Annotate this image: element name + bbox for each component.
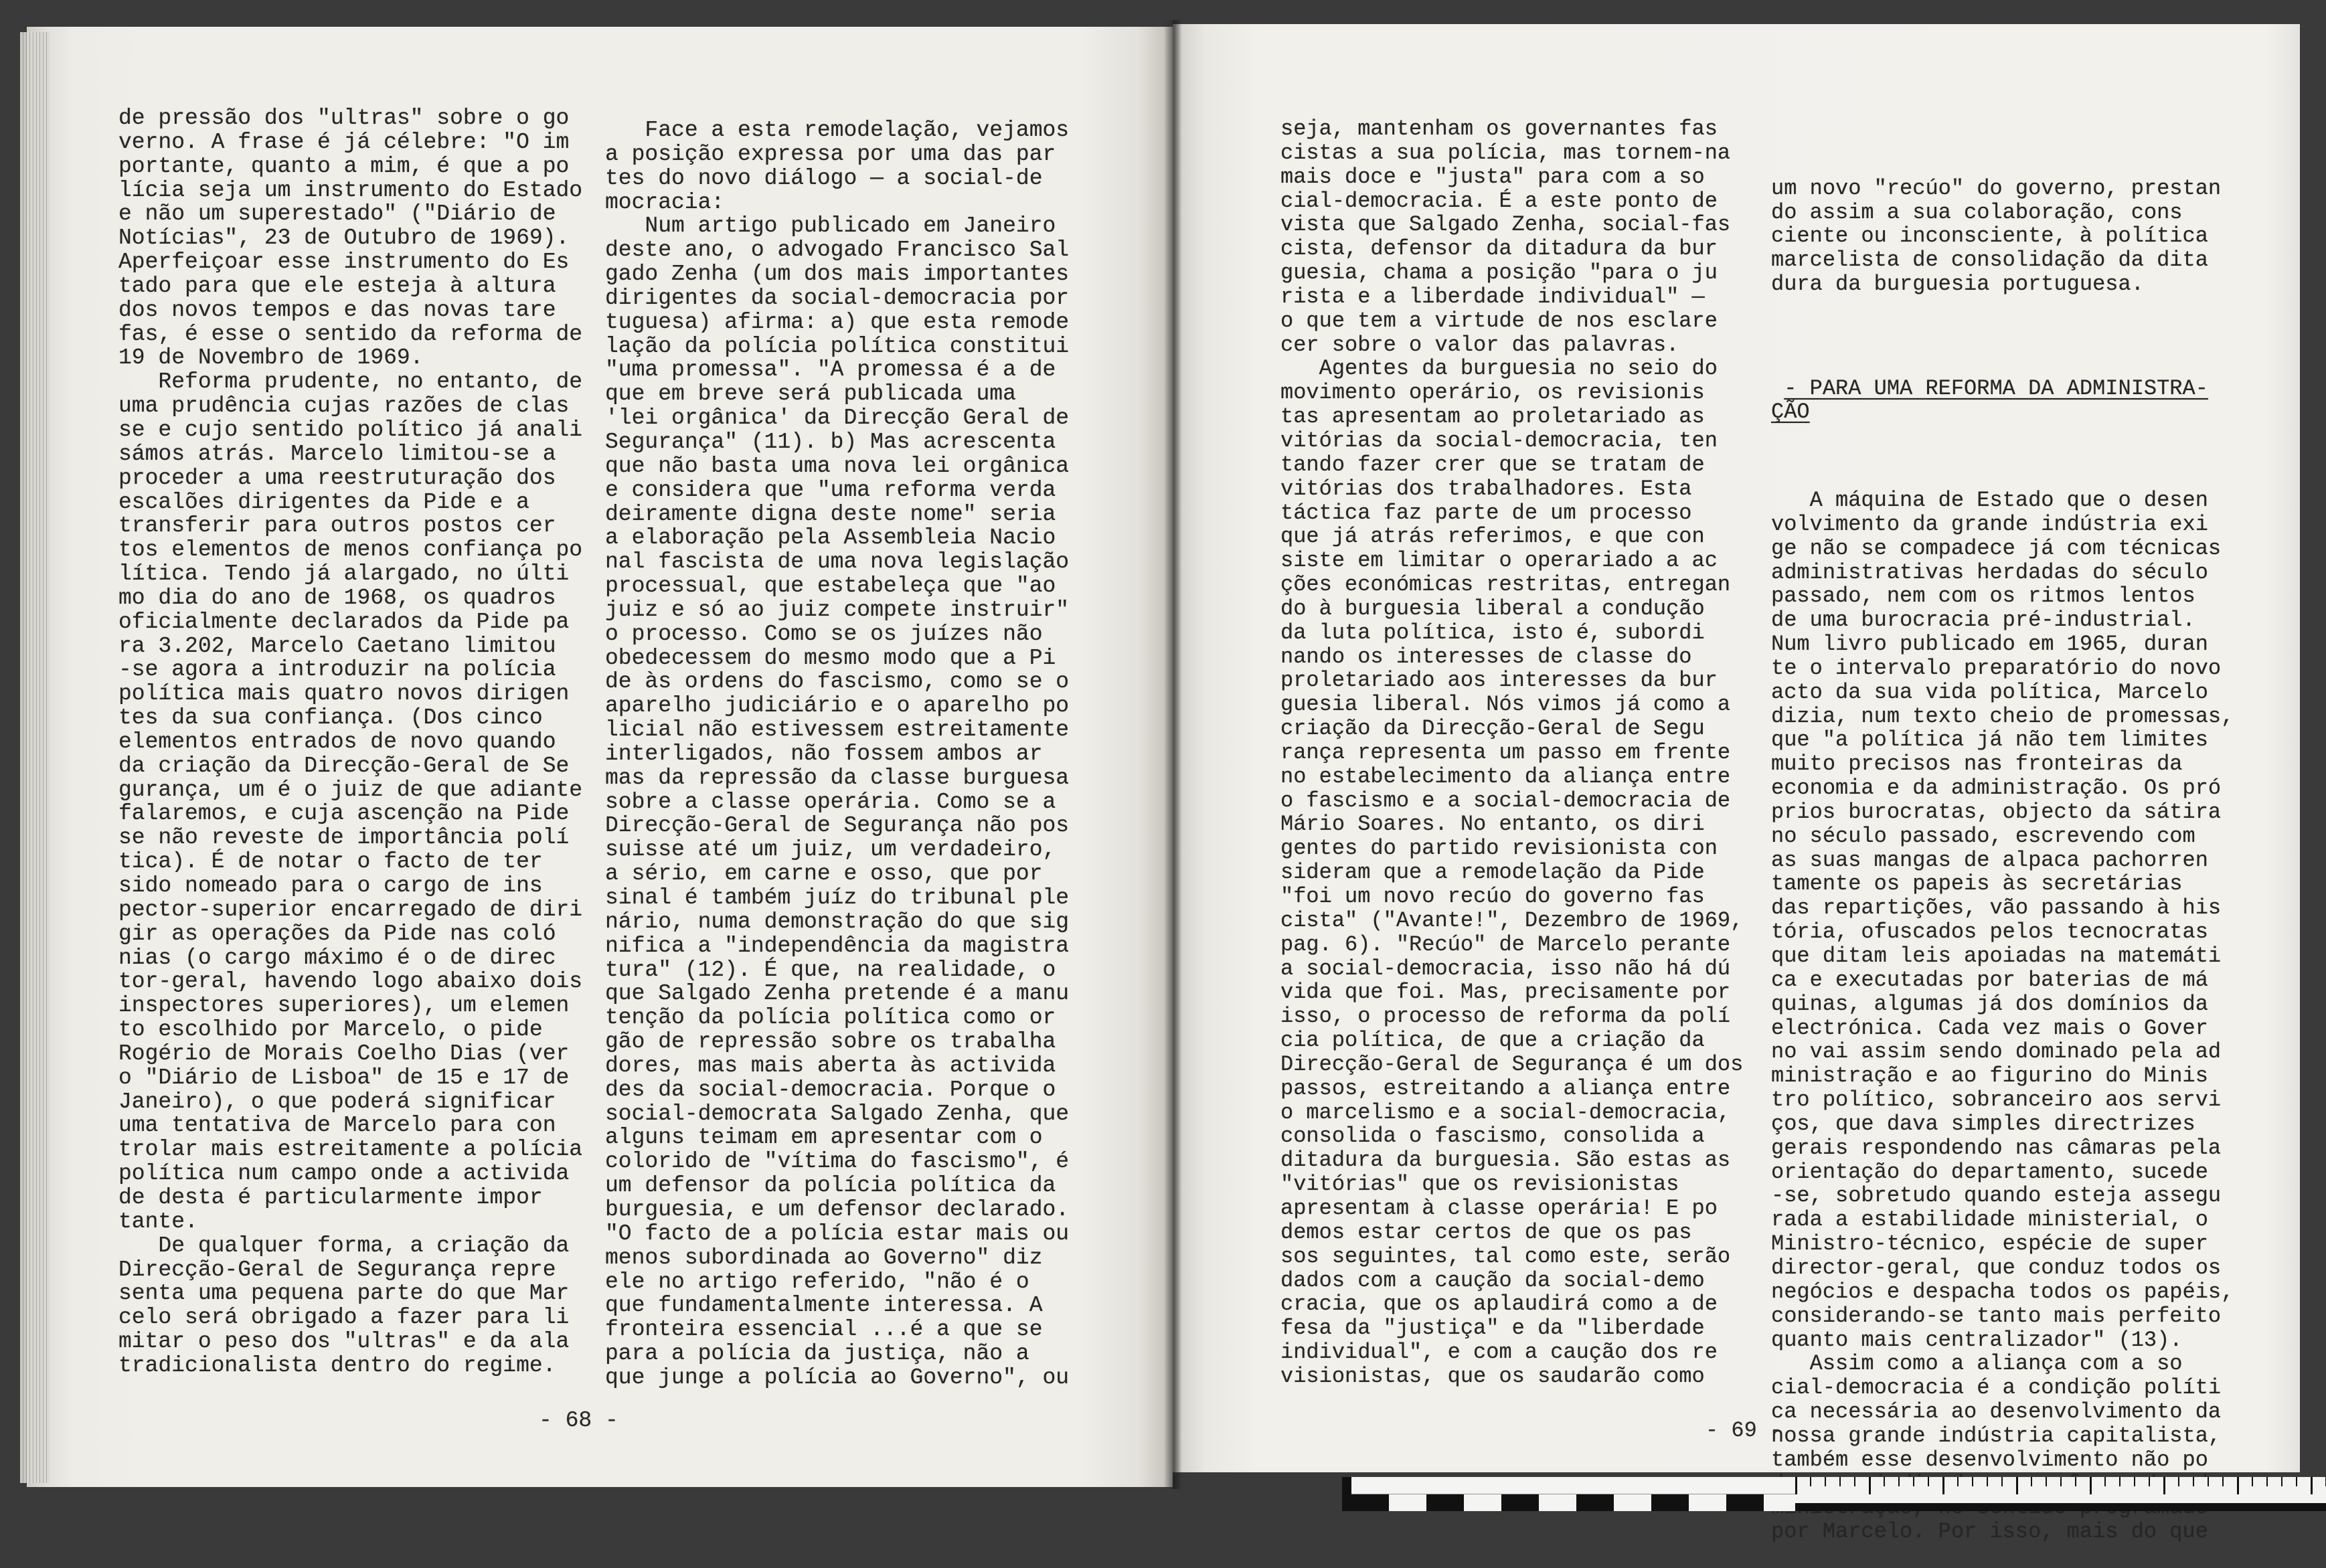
text-line: ministração e ao figurino do Minis <box>1771 1063 2208 1089</box>
text-line: licial não estivessem estreitamente <box>605 717 1070 743</box>
text-line: economia e da administração. Os pró <box>1771 776 2222 801</box>
text-line: Face a esta remodelação, vejamos <box>605 118 1070 143</box>
text-line: o fascismo e a social-democracia de <box>1280 788 1731 813</box>
text-line: sideram que a remodelação da Pide <box>1280 860 1705 885</box>
text-line: apresentam à classe operária! E po <box>1280 1195 1718 1221</box>
text-line: sámos atrás. Marcelo limitou-se a <box>118 441 556 466</box>
paragraph-block <box>1771 177 2234 296</box>
left-page-column-2 <box>605 118 1069 1390</box>
text-line: que Salgado Zenha pretende é a manu <box>605 981 1070 1007</box>
text-line: mas da repressão da classe burguesa <box>605 765 1070 790</box>
text-line: Segurança" (11). b) Mas acrescenta <box>605 429 1056 454</box>
text-line: ditadura da burguesia. São estas as <box>1280 1148 1731 1173</box>
text-line: cial-democracia. É a este ponto de <box>1280 188 1718 213</box>
text-line: -se agora a introduzir na polícia <box>118 657 556 683</box>
text-line: des da social-democracia. Porque o <box>605 1077 1056 1102</box>
text-line: tica). É de notar o facto de ter <box>118 849 543 875</box>
text-line: da luta política, isto é, subordi <box>1280 620 1705 645</box>
text-line: de desta é particularmente impor <box>118 1185 543 1210</box>
text-line: o que tem a virtude de nos esclare <box>1280 308 1718 333</box>
text-line: fas, é esse o sentido da reforma de <box>118 321 583 347</box>
text-line: tória, ofuscados pelos tecnocratas <box>1771 920 2208 945</box>
text-line: social-democrata Salgado Zenha, que <box>605 1101 1070 1126</box>
text-line: cia política, de que a criação da <box>1280 1028 1705 1053</box>
text-line: tante. <box>118 1209 198 1234</box>
text-line: ca necessária ao desenvolvimento da <box>1771 1399 2222 1425</box>
text-line: seja, mantenham os governantes fas <box>1280 116 1718 141</box>
page-edge-stack <box>20 32 50 1483</box>
text-line: nando os interesses de classe do <box>1280 644 1692 669</box>
text-line: no século passado, escrevendo com <box>1771 823 2195 849</box>
text-line: A máquina de Estado que o desen <box>1771 487 2208 513</box>
text-line: tamente os papeis às secretárias <box>1771 871 2183 897</box>
text-line: gão de repressão sobre os trabalha <box>605 1029 1056 1055</box>
text-line: tado para que ele esteja à altura <box>118 273 556 298</box>
text-line: proletariado aos interesses da bur <box>1280 668 1718 693</box>
text-line: ções económicas restritas, entregan <box>1280 572 1731 598</box>
text-line: que "a política já não tem limites <box>1771 727 2208 753</box>
text-line: Mário Soares. No entanto, os diri <box>1280 812 1705 837</box>
text-line: - PARA UMA REFORMA DA ADMINISTRA- <box>1784 375 2208 401</box>
text-line: e considera que "uma reforma verda <box>605 477 1056 503</box>
text-line: Ministro-técnico, espécie de super <box>1771 1231 2208 1257</box>
text-line: do à burguesia liberal a condução <box>1280 596 1705 621</box>
text-line: tura" (12). É que, na realidade, o <box>605 957 1056 982</box>
text-line: um defensor da polícia política da <box>605 1173 1056 1199</box>
text-line: lícia seja um instrumento do Estado <box>118 177 583 203</box>
text-line: ÇÃO <box>1771 400 1810 425</box>
text-line: "uma promessa". "A promessa é a de <box>605 357 1056 383</box>
text-line: nifica a "independência da magistra <box>605 933 1070 958</box>
text-line: falaremos, e cuja ascenção na Pide <box>118 801 570 826</box>
text-line: Num artigo publicado em Janeiro <box>605 213 1056 239</box>
text-line: ços, que dava simples directrizes <box>1771 1111 2195 1136</box>
text-line: guesia, chama a posição "para o ju <box>1280 260 1718 286</box>
text-line: escalões dirigentes da Pide e a <box>118 489 529 515</box>
text-line: prios burocratas, objecto da sátira <box>1771 799 2222 824</box>
text-line: uma tentativa de Marcelo para con <box>118 1113 556 1138</box>
text-line: verno. A frase é já célebre: "O im <box>118 129 570 155</box>
text-line: consolida o fascismo, consolida a <box>1280 1124 1705 1149</box>
text-line: gir as operações da Pide nas coló <box>118 921 556 946</box>
page-number-left: - 68 - <box>539 1408 618 1433</box>
text-line: uma prudência cujas razões de clas <box>118 394 570 419</box>
text-line: tradicionalista dentro do regime. <box>118 1353 556 1378</box>
text-line: visionistas, que os saudarão como <box>1280 1363 1705 1389</box>
text-line: tando fazer crer que se tratam de <box>1280 452 1705 477</box>
text-line: sido nomeado para o cargo de ins <box>118 873 543 898</box>
text-line: menos subordinada ao Governo" diz <box>605 1245 1043 1270</box>
text-line: acto da sua vida política, Marcelo <box>1771 679 2208 705</box>
section-heading <box>1771 377 2234 425</box>
text-line: cista, defensor da ditadura da bur <box>1280 236 1718 262</box>
text-line: director-geral, que conduz todos os <box>1771 1255 2222 1280</box>
text-line: nossa grande indústria capitalista, <box>1771 1423 2222 1448</box>
text-line: sinal é também juíz do tribunal ple <box>605 885 1070 910</box>
text-line: que não basta uma nova lei orgânica <box>605 453 1070 478</box>
text-line: "O facto de a polícia estar mais ou <box>605 1221 1070 1246</box>
text-line: se não reveste de importância polí <box>118 825 570 851</box>
text-line: siste em limitar o operariado a ac <box>1280 548 1718 574</box>
book-gutter-shadow <box>1163 20 1182 1489</box>
text-line: que junge a polícia ao Governo", ou <box>605 1365 1070 1390</box>
text-line: a elaboração pela Assembleia Nacio <box>605 525 1056 551</box>
text-line: deste ano, o advogado Francisco Sal <box>605 238 1070 263</box>
text-line: pector-superior encarregado de diri <box>118 897 583 922</box>
text-line: vitórias da social-democracia, ten <box>1280 428 1718 453</box>
text-line: obedecessem do mesmo modo que a Pi <box>605 645 1056 671</box>
text-line: e não um superestado" ("Diário de <box>118 201 556 227</box>
text-line: oficialmente declarados da Pide pa <box>118 609 570 634</box>
text-line: elementos entrados de novo quando <box>118 729 556 754</box>
text-line: lação da polícia política constitui <box>605 333 1070 359</box>
text-line: sobre a classe operária. Como se a <box>605 789 1056 814</box>
text-line: isso, o processo de reforma da polí <box>1280 1004 1731 1029</box>
text-line: dizia, num texto cheio de promessas, <box>1771 703 2234 729</box>
text-line: as suas mangas de alpaca pachorren <box>1771 847 2208 873</box>
text-line: transferir para outros postos cer <box>118 513 556 539</box>
text-line: tas apresentam ao proletariado as <box>1280 404 1705 430</box>
right-page-column-2 <box>1771 128 2234 1568</box>
text-line: volvimento da grande indústria exi <box>1771 511 2208 537</box>
text-line: trolar mais estreitamente a polícia <box>118 1137 583 1162</box>
text-line: que ditam leis apoiadas na matemáti <box>1771 944 2222 968</box>
text-line: Direcção-Geral de Segurança é um dos <box>1280 1051 1744 1077</box>
page-number-right: - 69 - <box>1706 1418 1783 1443</box>
text-line: aparelho judiciário e o aparelho po <box>605 693 1070 719</box>
text-line: rada a estabilidade ministerial, o <box>1771 1207 2208 1233</box>
text-line: mo dia do ano de 1968, os quadros <box>118 585 556 610</box>
text-line: vitórias dos trabalhadores. Esta <box>1280 476 1692 501</box>
text-line: tenção da polícia política como or <box>605 1005 1056 1031</box>
text-line: das repartições, vão passando à his <box>1771 895 2222 921</box>
text-line: marcelista de consolidação da dita <box>1771 248 2208 273</box>
text-line: rista e a liberdade individual" — <box>1280 284 1705 309</box>
text-line: orientação do departamento, sucede <box>1771 1159 2208 1185</box>
text-line: dados com a caução da social-demo <box>1280 1268 1705 1293</box>
text-line: electrónica. Cada vez mais o Gover <box>1771 1015 2208 1041</box>
text-line: Num livro publicado em 1965, duran <box>1771 632 2208 657</box>
text-line: dura da burguesia portuguesa. <box>1771 272 2144 297</box>
text-line: também esse desenvolvimento não po <box>1771 1447 2208 1472</box>
text-line: cracia, que os aplaudirá como a de <box>1280 1292 1718 1317</box>
text-line: Reforma prudente, no entanto, de <box>118 369 583 395</box>
text-line: demos estar certos de que os pas <box>1280 1219 1692 1245</box>
text-line: a posição expressa por uma das par <box>605 141 1056 167</box>
text-line: da criação da Direcção-Geral de Se <box>118 753 570 778</box>
text-line: tuguesa) afirma: a) que esta remode <box>605 309 1070 335</box>
text-line: 'lei orgânica' da Direcção Geral de <box>605 406 1070 431</box>
text-line: rança representa um passo em frente <box>1280 739 1731 765</box>
text-line: que fundamentalmente interessa. A <box>605 1293 1043 1318</box>
text-line: juiz e só ao juiz compete instruir" <box>605 597 1070 622</box>
right-page-column-1 <box>1280 117 1743 1389</box>
text-line: Janeiro), o que poderá significar <box>118 1089 556 1114</box>
text-line: Agentes da burguesia no seio do <box>1280 356 1718 381</box>
text-line: considerando-se tanto mais perfeito <box>1771 1303 2222 1328</box>
text-line: de pressão dos "ultras" sobre o go <box>118 106 570 130</box>
text-line: "vitórias" que os revisionistas <box>1280 1172 1679 1197</box>
text-line: alguns teimam em apresentar com o <box>605 1125 1043 1150</box>
text-line: muito precisos nas fronteiras da <box>1771 752 2183 777</box>
text-line: processual, que estabeleça que "ao <box>605 574 1056 599</box>
text-line: -se, sobretudo quando esteja assegu <box>1771 1183 2222 1209</box>
text-line: burguesia, e um defensor declarado. <box>605 1197 1070 1222</box>
text-line: interligados, não fossem ambos ar <box>605 741 1043 766</box>
text-line: se e cujo sentido político já anali <box>118 417 583 442</box>
text-line: te o intervalo preparatório do novo <box>1771 655 2222 681</box>
text-line: dirigentes da social-democracia por <box>605 285 1070 311</box>
text-line: gurança, um é o juiz de que adiante <box>118 777 583 802</box>
text-line: para a polícia da justiça, não a <box>605 1341 1029 1367</box>
text-line: "foi um novo recúo do governo fas <box>1280 884 1705 909</box>
text-line: mitar o peso dos "ultras" e da ala <box>118 1329 570 1355</box>
scale-ruler <box>1342 1477 2326 1511</box>
text-line: ca e executadas por baterias de má <box>1771 967 2208 992</box>
text-line: táctica faz parte de um processo <box>1280 500 1692 525</box>
text-line: 19 de Novembro de 1969. <box>118 345 424 371</box>
text-line: vida que foi. Mas, precisamente por <box>1280 980 1731 1005</box>
text-line: mocracia: <box>605 189 725 215</box>
text-line: o processo. Como se os juízes não <box>605 621 1043 646</box>
ruler-contrast-blocks <box>1342 1477 1795 1511</box>
text-line: tro político, sobranceiro aos servi <box>1771 1087 2222 1113</box>
text-line: Assim como a aliança com a so <box>1771 1351 2183 1377</box>
text-line: Aperfeiçoar esse instrumento do Es <box>118 250 570 275</box>
text-line: quanto mais centralizador" (13). <box>1771 1327 2183 1353</box>
text-line: proceder a uma reestruturação dos <box>118 465 556 491</box>
text-line: fesa da "justiça" e da "liberdade <box>1280 1316 1705 1341</box>
text-line: tos elementos de menos confiança po <box>118 537 583 563</box>
text-line: nário, numa demonstração do que sig <box>605 909 1070 934</box>
text-line: gado Zenha (um dos mais importantes <box>605 262 1070 287</box>
text-line: um novo "recúo" do governo, prestan <box>1771 175 2222 201</box>
text-line: tor-geral, havendo logo abaixo dois <box>118 969 583 994</box>
text-line: passos, estreitando a aliança entre <box>1280 1075 1731 1101</box>
text-line: o marcelismo e a social-democracia, <box>1280 1100 1731 1125</box>
text-line: guesia liberal. Nós vimos já como a <box>1280 692 1731 717</box>
text-line: tes do novo diálogo — a social-de <box>605 165 1043 191</box>
text-line: por Marcelo. Por isso, mais do que <box>1771 1519 2208 1545</box>
text-line: inspectores superiores), um elemen <box>118 993 570 1019</box>
text-line: nal fascista de uma nova legislação <box>605 549 1070 575</box>
ruler-scale-ticks <box>1795 1477 2326 1511</box>
text-line: portante, quanto a mim, é que a po <box>118 153 570 179</box>
text-line: lítica. Tendo já alargado, no últi <box>118 561 570 587</box>
text-line: política mais quatro novos dirigen <box>118 681 570 707</box>
text-line: pag. 6). "Recúo" de Marcelo perante <box>1280 932 1731 957</box>
text-line: De qualquer forma, a criação da <box>118 1233 570 1258</box>
text-line: política num campo onde a activida <box>118 1161 570 1187</box>
text-line: mais doce e "justa" para com a so <box>1280 164 1705 189</box>
text-line: de uma burocracia pré-industrial. <box>1771 608 2195 633</box>
text-line: cista" ("Avante!", Dezembro de 1969, <box>1280 907 1744 933</box>
text-line: to escolhido por Marcelo, o pide <box>118 1017 543 1043</box>
text-line: criação da Direcção-Geral de Segu <box>1280 716 1705 742</box>
text-line: colorido de "vítima do fascismo", é <box>605 1149 1070 1174</box>
text-line: passado, nem com os ritmos lentos <box>1771 584 2195 609</box>
text-line: deiramente digna deste nome" seria <box>605 501 1056 527</box>
text-line: cistas a sua polícia, mas tornem-na <box>1280 140 1731 165</box>
text-line: negócios e despacha todos os papéis, <box>1771 1279 2234 1304</box>
text-line: no estabelecimento da aliança entre <box>1280 764 1731 789</box>
text-line: o "Diário de Lisboa" de 15 e 17 de <box>118 1065 570 1090</box>
text-line: ele no artigo referido, "não é o <box>605 1269 1029 1294</box>
text-line: celo será obrigado a fazer para li <box>118 1305 570 1330</box>
text-line: suisse até um juiz, um verdadeiro, <box>605 837 1056 863</box>
text-line: gerais respondendo nas câmaras pela <box>1771 1135 2222 1160</box>
text-line: Direcção-Geral de Segurança repre <box>118 1257 556 1282</box>
text-line: movimento operário, os revisionis <box>1280 380 1705 406</box>
text-line: vista que Salgado Zenha, social-fas <box>1280 212 1731 238</box>
text-line: ge não se compadece já com técnicas <box>1771 535 2222 561</box>
text-line: quinas, algumas já dos domínios da <box>1771 991 2208 1017</box>
text-line: fronteira essencial ...é a que se <box>605 1317 1043 1342</box>
text-line: cer sobre o valor das palavras. <box>1280 332 1679 357</box>
text-line: administrativas herdadas do século <box>1771 559 2208 585</box>
paragraph-block <box>1771 489 2234 1544</box>
text-line: de às ordens do fascismo, como se o <box>605 669 1070 695</box>
text-line: Rogério de Morais Coelho Dias (ver <box>118 1041 570 1066</box>
text-line: ra 3.202, Marcelo Caetano limitou <box>118 633 556 659</box>
text-line: do assim a sua colaboração, cons <box>1771 199 2183 225</box>
text-line: no vai assim sendo dominado pela ad <box>1771 1039 2222 1065</box>
left-page-column-1 <box>118 106 582 1378</box>
text-line: gentes do partido revisionista con <box>1280 836 1718 861</box>
text-line: Direcção-Geral de Segurança não pos <box>605 813 1070 839</box>
text-line: a social-democracia, isso não há dú <box>1280 956 1731 981</box>
text-line: dos novos tempos e das novas tare <box>118 297 556 323</box>
text-line: tes da sua confiança. (Dos cinco <box>118 705 543 731</box>
text-line: que já atrás referimos, e que con <box>1280 524 1705 549</box>
text-line: sos seguintes, tal como este, serão <box>1280 1243 1731 1269</box>
text-line: nias (o cargo máximo é o de direc <box>118 945 556 970</box>
text-line: cial-democracia é a condição políti <box>1771 1375 2222 1401</box>
text-line: dores, mas mais aberta às activida <box>605 1053 1056 1078</box>
text-line: que em breve será publicada uma <box>605 381 1016 407</box>
text-line: Notícias", 23 de Outubro de 1969). <box>118 226 570 251</box>
text-line: individual", e com a caução dos re <box>1280 1340 1718 1365</box>
text-line: senta uma pequena parte do que Mar <box>118 1281 570 1306</box>
text-line: a sério, em carne e osso, que por <box>605 861 1043 887</box>
text-line: ciente ou inconsciente, à política <box>1771 224 2208 249</box>
